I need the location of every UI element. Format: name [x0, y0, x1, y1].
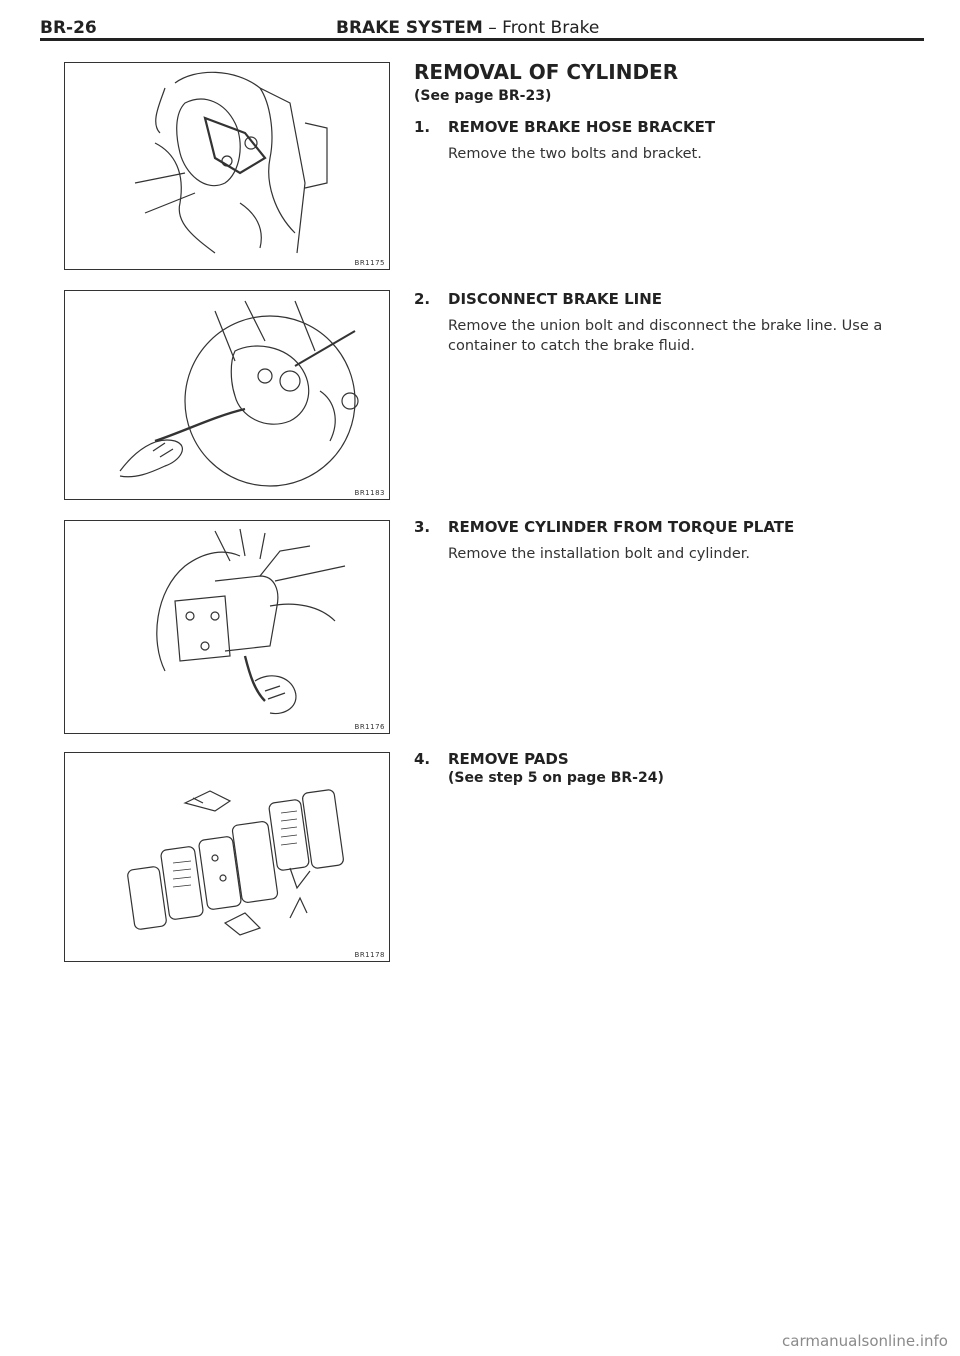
step-heading: [414, 118, 914, 136]
step-reference: (See step 5 on page BR-24): [448, 770, 664, 786]
step-heading: [414, 290, 914, 308]
figure-cylinder-removal: [64, 520, 390, 734]
step-number: 2.: [414, 290, 431, 308]
step-1: [414, 118, 914, 164]
step-title: REMOVE CYLINDER FROM TORQUE PLATE: [448, 518, 795, 536]
page-number: BR-26: [40, 18, 97, 38]
step-number: 3.: [414, 518, 431, 536]
step-3: [414, 518, 914, 564]
brake-line-illustration: [65, 291, 391, 501]
hose-bracket-illustration: [65, 63, 391, 271]
figure-code: BR1175: [354, 259, 385, 267]
figure-code: BR1176: [354, 723, 385, 731]
step-heading: [414, 750, 914, 768]
header-rule: [40, 38, 924, 41]
page-reference: (See page BR-23): [414, 88, 552, 104]
step-title: DISCONNECT BRAKE LINE: [448, 290, 663, 308]
figure-hose-bracket: [64, 62, 390, 270]
watermark: carmanualsonline.info: [782, 1332, 948, 1350]
cylinder-removal-illustration: [65, 521, 391, 735]
figure-brake-line: [64, 290, 390, 500]
section-title: [336, 18, 599, 38]
step-number: 1.: [414, 118, 431, 136]
step-number: 4.: [414, 750, 431, 768]
step-4: [414, 750, 914, 786]
pads-exploded-illustration: [65, 753, 391, 963]
step-2: [414, 290, 914, 356]
step-instruction: Remove the two bolts and bracket.: [448, 146, 702, 162]
section-title-bold: BRAKE SYSTEM: [336, 18, 483, 38]
section-title-rest: – Front Brake: [482, 18, 600, 38]
step-heading: [414, 518, 914, 536]
step-instruction: Remove the union bolt and disconnect the brake line. Use a container to catch the brake fluid.: [448, 318, 883, 354]
page-title: REMOVAL OF CYLINDER: [414, 60, 679, 84]
figure-code: BR1183: [354, 489, 385, 497]
step-instruction: Remove the installation bolt and cylinder.: [448, 546, 750, 562]
step-title: REMOVE PADS: [448, 750, 569, 768]
figure-code: BR1178: [354, 951, 385, 959]
figure-pads: [64, 752, 390, 962]
step-title: REMOVE BRAKE HOSE BRACKET: [448, 118, 716, 136]
